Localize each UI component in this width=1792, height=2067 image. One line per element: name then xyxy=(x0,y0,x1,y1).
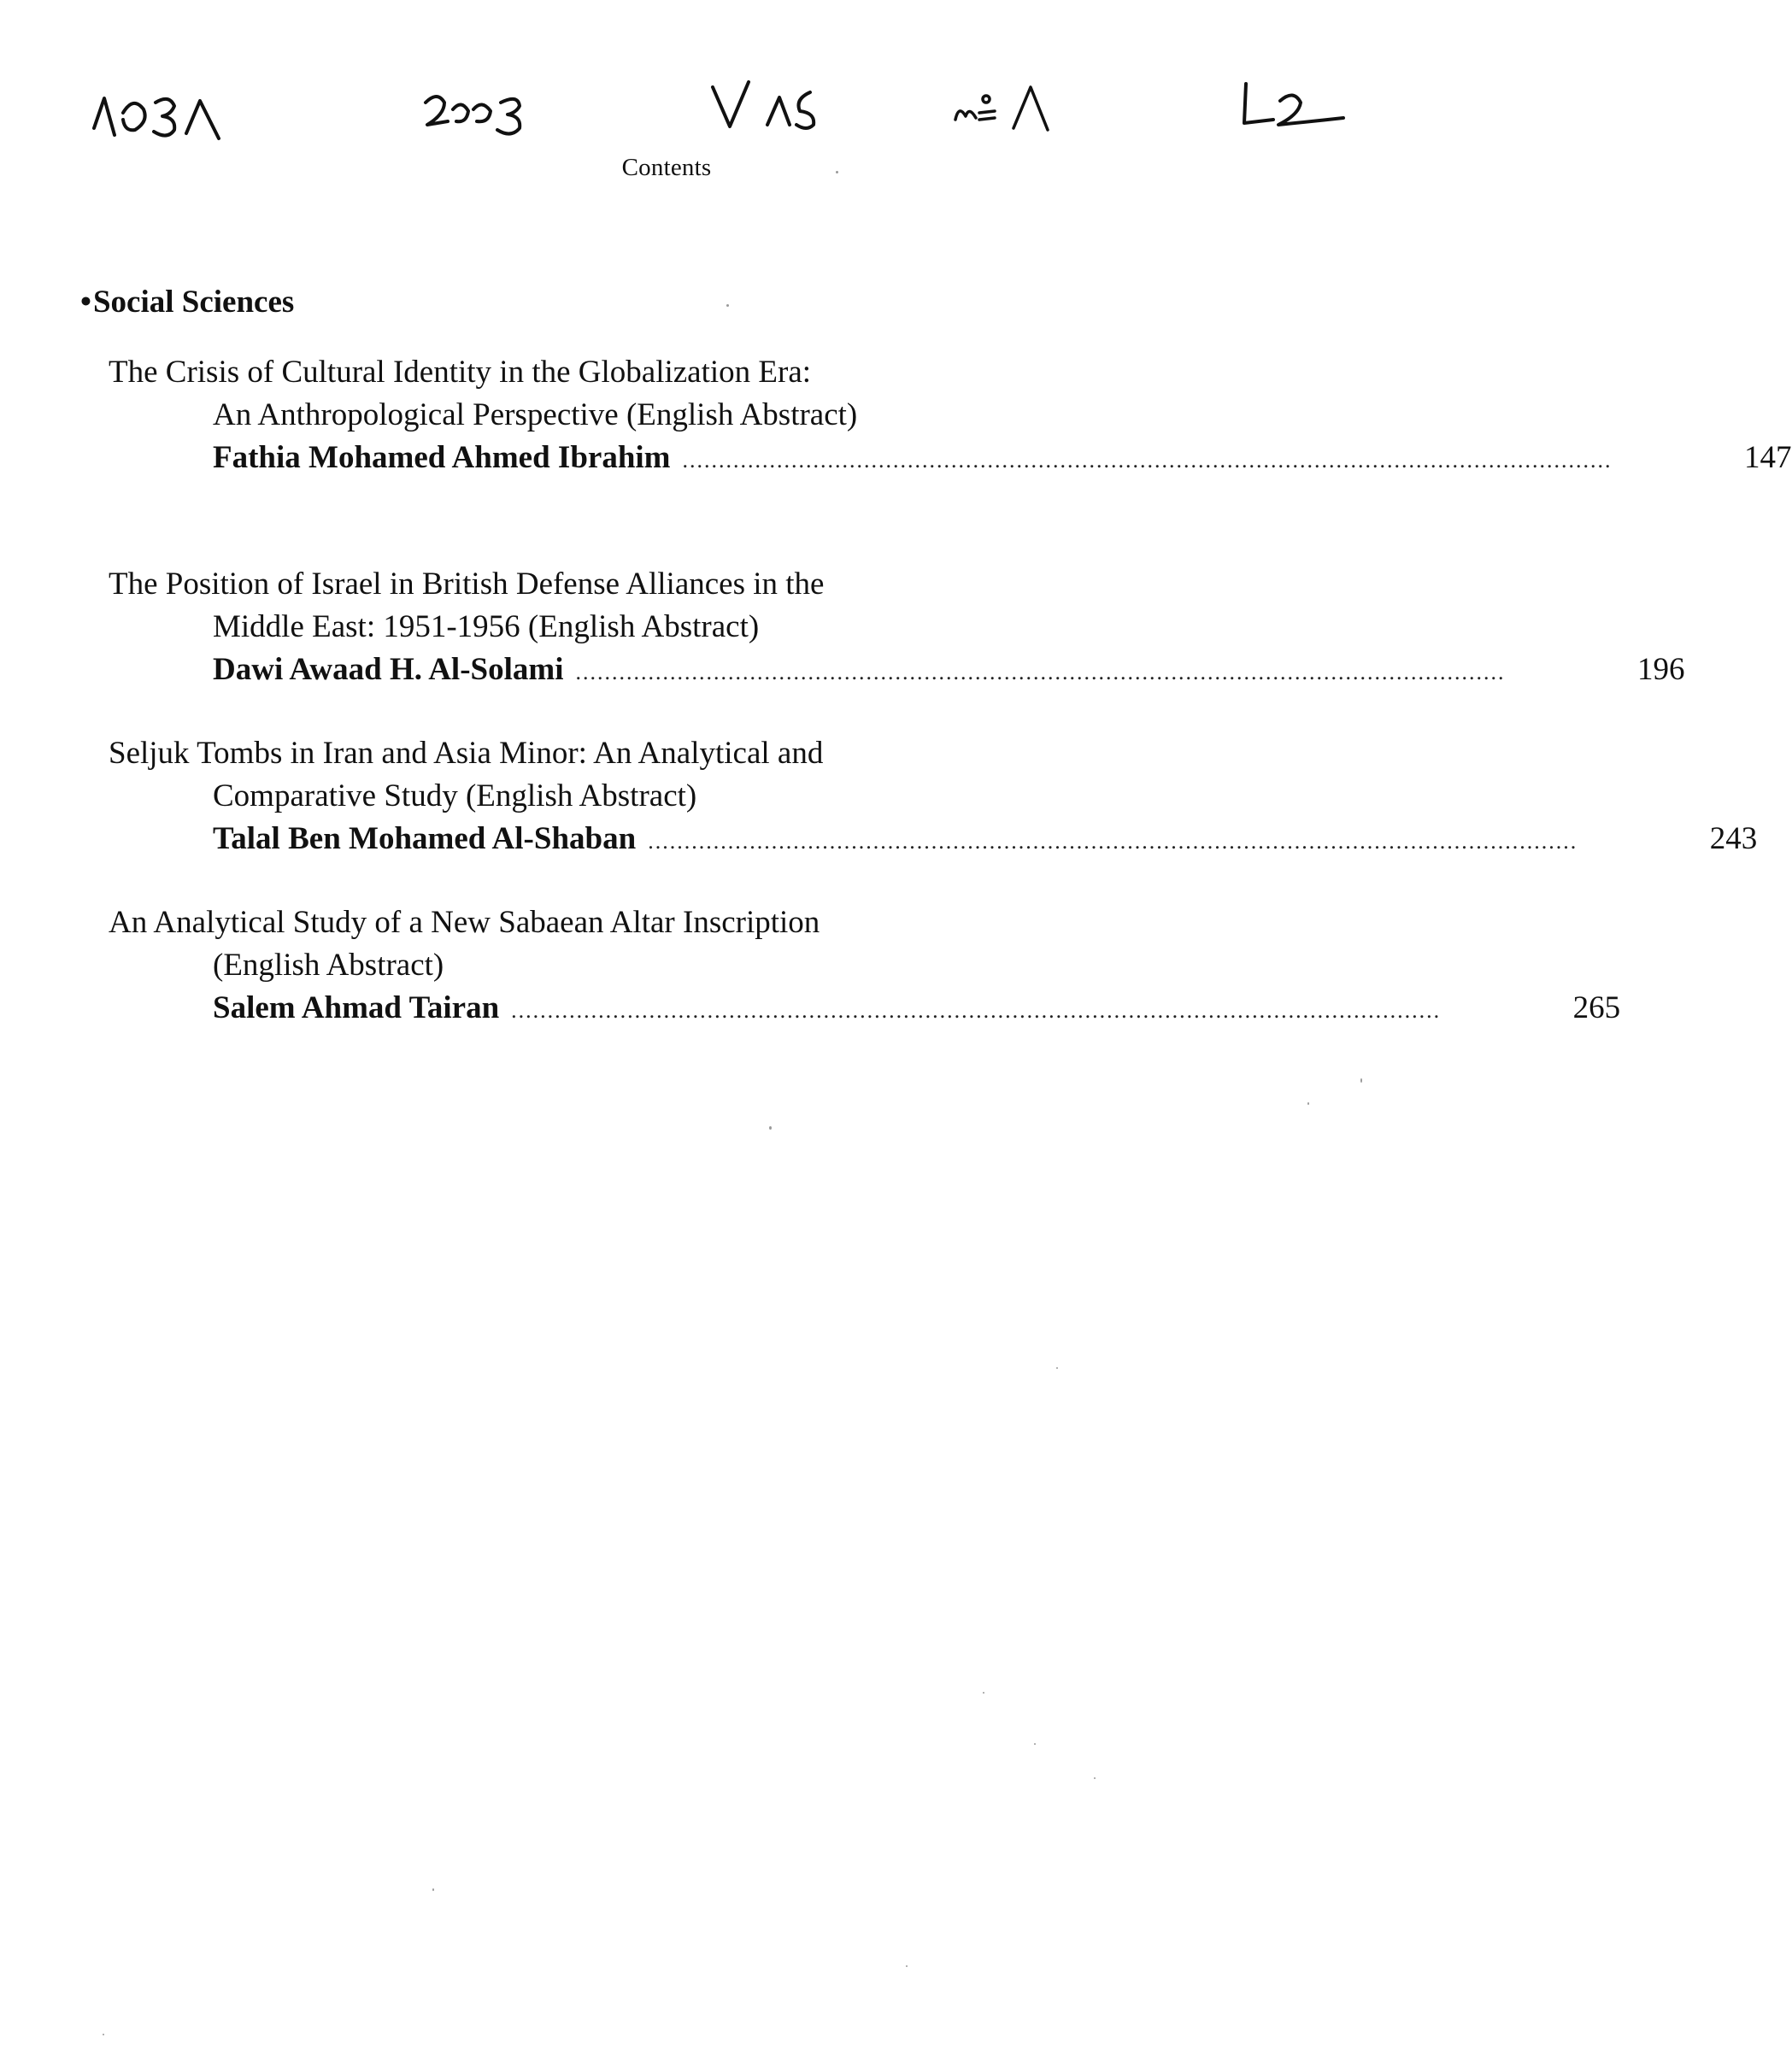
toc-entry xyxy=(109,901,1621,1032)
scan-speck xyxy=(726,304,729,307)
entry-title-line2: (English Abstract) xyxy=(213,948,444,983)
entry-title-line2: An Anthropological Perspective (English Abstract) xyxy=(213,397,858,432)
entry-author-row xyxy=(109,818,1758,863)
handwritten-annotation-4 xyxy=(949,68,1077,162)
contents-heading: Contents xyxy=(621,154,712,181)
entry-author: Fathia Mohamed Ahmed Ibrahim xyxy=(213,440,671,475)
entry-author-row xyxy=(109,649,1685,694)
scan-speck xyxy=(432,1888,434,1891)
section-title: Social Sciences xyxy=(92,285,295,320)
handwritten-annotation-2 xyxy=(419,68,547,162)
entry-title-line1: The Crisis of Cultural Identity in the Globalization Era: xyxy=(109,355,812,390)
entry-author-row xyxy=(109,437,1792,482)
scan-speck xyxy=(906,1965,908,1967)
entry-author: Dawi Awaad H. Al-Solami xyxy=(213,652,564,687)
entry-author: Talal Ben Mohamed Al-Shaban xyxy=(213,821,637,856)
dot-leader: ................................................................................................................................ xyxy=(511,998,1442,1023)
section-heading xyxy=(80,284,294,320)
scan-speck xyxy=(769,1126,772,1130)
dot-leader: ................................................................................................................................ xyxy=(575,660,1506,684)
dot-leader: ................................................................................................................................ xyxy=(682,448,1613,473)
entry-author: Salem Ahmad Tairan xyxy=(213,990,500,1025)
handwritten-annotation-1 xyxy=(85,68,248,162)
toc-entry xyxy=(109,563,1685,694)
entry-title-line2: Middle East: 1951-1956 (English Abstract) xyxy=(213,609,760,644)
handwritten-annotation-5 xyxy=(1231,68,1359,162)
scan-speck xyxy=(1307,1102,1309,1105)
scan-speck xyxy=(1360,1078,1362,1083)
entry-author-row xyxy=(109,987,1621,1032)
entry-page-number: 243 xyxy=(1709,821,1758,856)
entry-page-number: 196 xyxy=(1636,652,1685,687)
section-bullet: • xyxy=(80,285,91,320)
scan-speck xyxy=(1034,1743,1036,1745)
entry-title-line1: Seljuk Tombs in Iran and Asia Minor: An Analytical and xyxy=(109,736,824,771)
handwritten-annotation-3 xyxy=(701,68,837,162)
entry-title-line1: An Analytical Study of a New Sabaean Altar Inscription xyxy=(109,905,820,940)
scan-speck xyxy=(836,171,838,173)
entry-title-line1: The Position of Israel in British Defense Alliances in the xyxy=(109,567,825,602)
dot-leader: ................................................................................................................................ xyxy=(648,829,1578,854)
scan-speck xyxy=(103,2034,104,2035)
toc-entry xyxy=(109,732,1758,863)
entry-page-number: 265 xyxy=(1572,990,1621,1025)
scan-speck xyxy=(983,1692,984,1694)
entry-title-line2: Comparative Study (English Abstract) xyxy=(213,778,697,813)
scan-speck xyxy=(1056,1367,1058,1369)
toc-entry xyxy=(109,351,1792,482)
entry-page-number: 147 xyxy=(1744,440,1792,475)
scan-speck xyxy=(1094,1777,1096,1779)
